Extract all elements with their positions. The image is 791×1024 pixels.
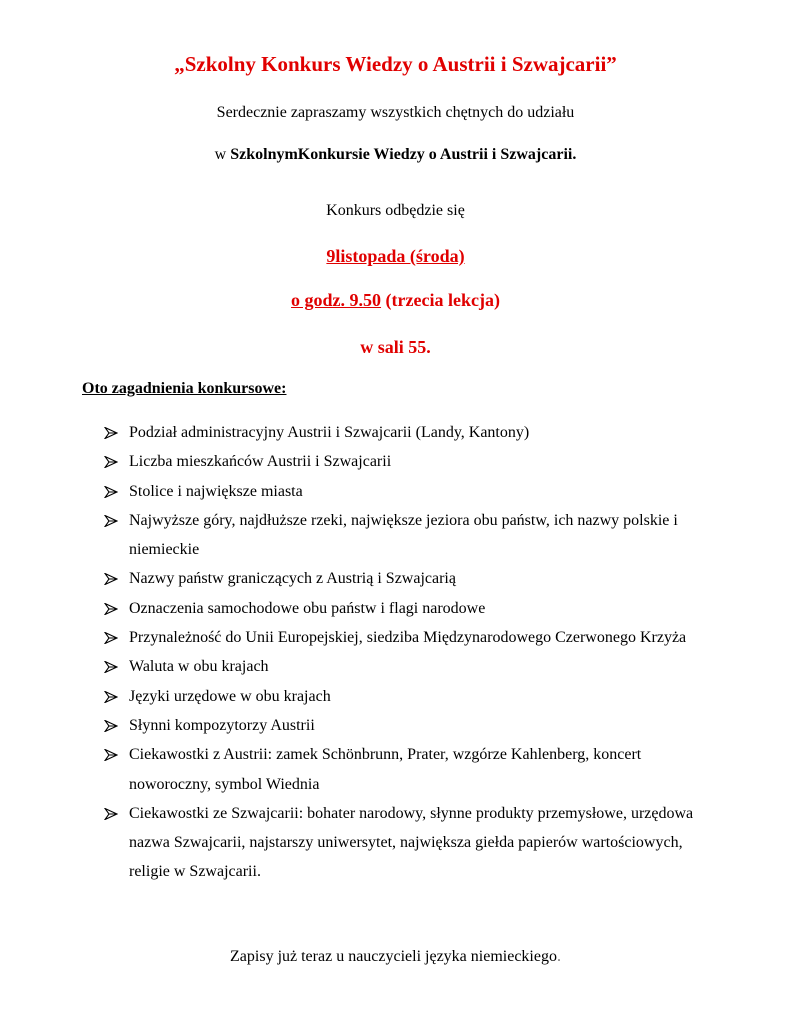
document-title: „Szkolny Konkurs Wiedzy o Austrii i Szwajcarii” xyxy=(174,52,617,76)
topics-heading: Oto zagadnienia konkursowe: xyxy=(82,380,287,397)
topic-text: Waluta w obu krajach xyxy=(129,658,269,676)
topic-item xyxy=(104,682,704,711)
arrow-right-icon xyxy=(104,808,118,820)
topic-text: Stolice i największe miasta xyxy=(129,482,303,500)
arrow-right-icon xyxy=(104,427,118,439)
arrow-right-icon xyxy=(104,456,118,468)
topic-item xyxy=(104,418,704,447)
invitation-prefix: w xyxy=(214,146,231,163)
event-date: 9listopada (środa) xyxy=(326,246,465,266)
event-intro: Konkurs odbędzie się xyxy=(326,202,465,219)
event-time-note: (trzecia lekcja) xyxy=(381,290,500,310)
footer-note xyxy=(0,948,791,966)
topic-text: Liczba mieszkańców Austrii i Szwajcarii xyxy=(129,453,392,471)
footer-dot: . xyxy=(556,948,561,965)
arrow-right-icon xyxy=(104,603,118,615)
arrow-right-icon xyxy=(104,573,118,585)
arrow-right-icon xyxy=(104,720,118,732)
topic-item xyxy=(104,652,704,681)
topic-text: Podział administracyjny Austrii i Szwajcarii (Landy, Kantony) xyxy=(129,424,530,441)
invitation-contest-line xyxy=(0,146,791,164)
topic-item xyxy=(104,477,704,506)
event-time-main: o godz. 9.50 xyxy=(291,290,382,310)
topic-item xyxy=(104,740,704,799)
arrow-right-icon xyxy=(104,632,118,644)
topic-item xyxy=(104,711,704,740)
topic-text: Ciekawostki ze Szwajcarii: bohater narodowy, słynne produkty przemysłowe, urzędowa nazwa Szwajcarii, najstarszy uniwersytet, największa giełda papierów wartościowych, religie w Szwajcarii. xyxy=(129,804,694,881)
topic-text: Oznaczenia samochodowe obu państw i flagi narodowe xyxy=(129,599,486,617)
topic-item xyxy=(104,564,704,593)
topic-text: Języki urzędowe w obu krajach xyxy=(129,687,331,705)
footer-text: Zapisy już teraz u nauczycieli języka niemieckiego xyxy=(230,948,557,965)
topic-text: Nazwy państw graniczących z Austrią i Szwajcarią xyxy=(129,570,456,588)
topic-item xyxy=(104,623,704,652)
topic-text: Słynni kompozytorzy Austrii xyxy=(129,716,315,734)
contest-name: SzkolnymKonkursie Wiedzy o Austrii i Szwajcarii. xyxy=(230,146,577,163)
arrow-right-icon xyxy=(104,691,118,703)
topic-item xyxy=(104,594,704,623)
topics-list xyxy=(104,418,704,887)
topic-text: Najwyższe góry, najdłuższe rzeki, największe jeziora obu państw, ich nazwy polskie i niemieckie xyxy=(129,511,678,559)
event-time xyxy=(0,290,791,311)
topic-item xyxy=(104,447,704,476)
event-room: w sali 55. xyxy=(360,337,431,357)
arrow-right-icon xyxy=(104,486,118,498)
topic-item xyxy=(104,506,704,565)
invitation-line: Serdecznie zapraszamy wszystkich chętnych do udziału xyxy=(216,104,575,121)
topic-item xyxy=(104,799,704,887)
arrow-right-icon xyxy=(104,515,118,527)
arrow-right-icon xyxy=(104,749,118,761)
topic-text: Przynależność do Unii Europejskiej, siedziba Międzynarodowego Czerwonego Krzyża xyxy=(129,629,687,647)
topic-text: Ciekawostki z Austrii: zamek Schönbrunn, Prater, wzgórze Kahlenberg, koncert noworoczny, symbol Wiednia xyxy=(129,746,642,793)
arrow-right-icon xyxy=(104,661,118,673)
